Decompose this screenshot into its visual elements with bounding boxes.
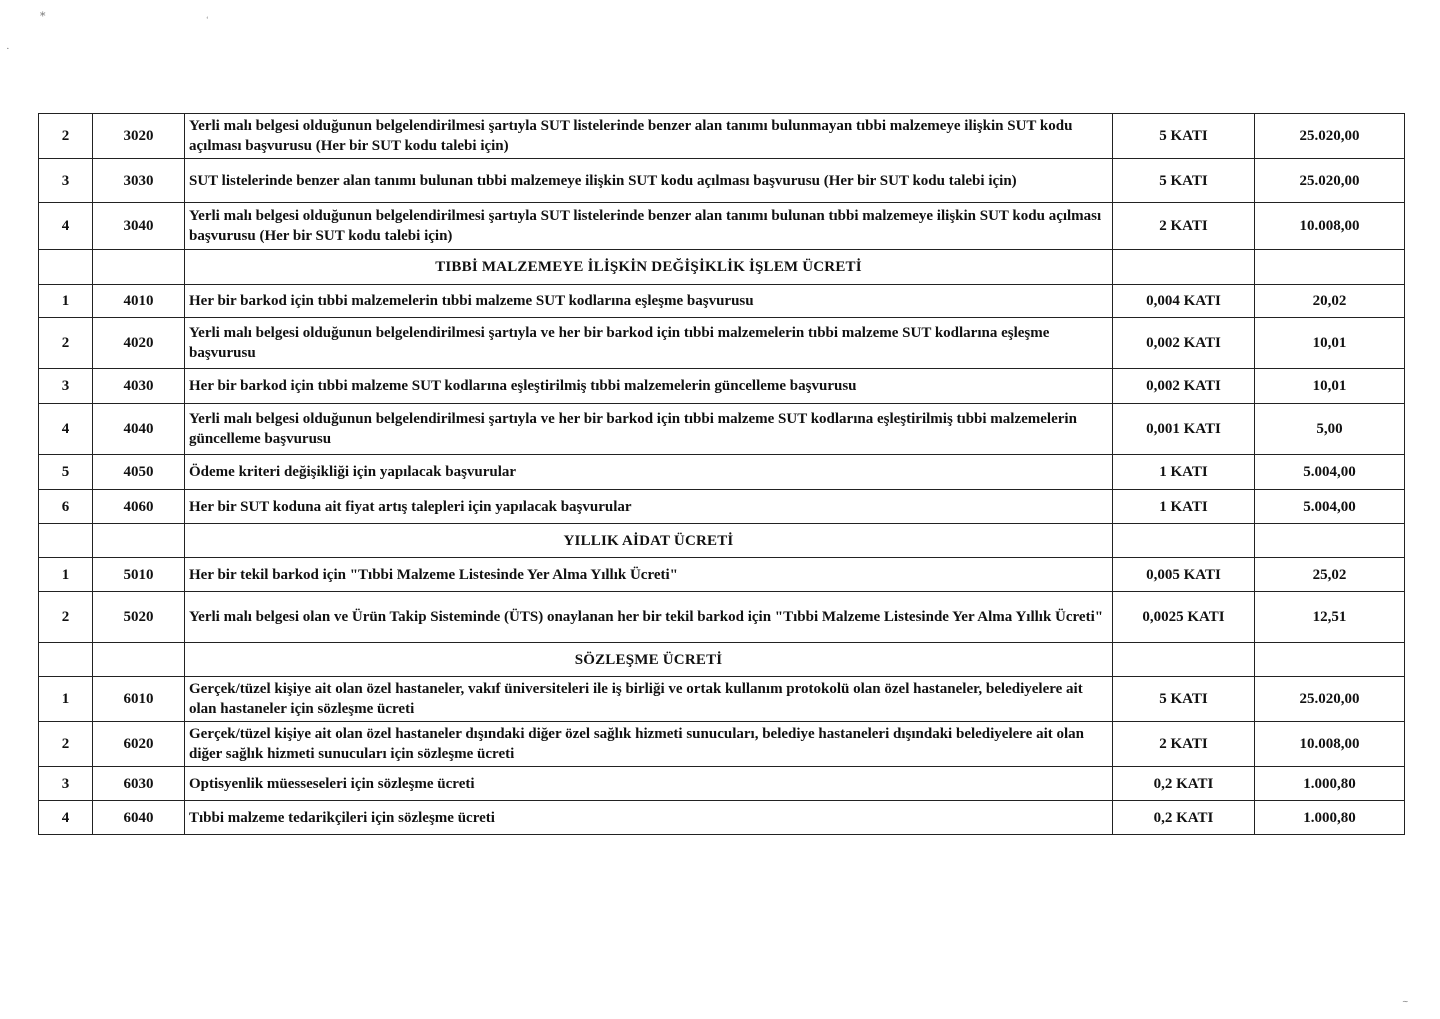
row-number xyxy=(39,643,93,677)
row-number: 4 xyxy=(39,203,93,250)
fee-multiplier xyxy=(1113,250,1255,285)
row-number: 2 xyxy=(39,592,93,643)
table-row xyxy=(39,285,1405,318)
fee-code: 6030 xyxy=(93,767,185,801)
fee-description: SUT listelerinde benzer alan tanımı bulunan tıbbi malzemeye ilişkin SUT kodu açılması başvurusu (Her bir SUT kodu talebi için) xyxy=(185,159,1113,203)
fee-code: 6020 xyxy=(93,722,185,767)
table-row xyxy=(39,455,1405,490)
fee-multiplier: 0,0025 KATI xyxy=(1113,592,1255,643)
table-row xyxy=(39,404,1405,455)
fee-amount: 5.004,00 xyxy=(1255,490,1405,524)
fee-multiplier: 1 KATI xyxy=(1113,455,1255,490)
row-number: 5 xyxy=(39,455,93,490)
table-row xyxy=(39,677,1405,722)
fee-table-body xyxy=(39,114,1405,835)
fee-amount: 25.020,00 xyxy=(1255,677,1405,722)
fee-amount: 25.020,00 xyxy=(1255,114,1405,159)
table-row xyxy=(39,159,1405,203)
fee-description: Tıbbi malzeme tedarikçileri için sözleşme ücreti xyxy=(185,801,1113,835)
scan-speck: ⁎ xyxy=(40,7,46,19)
scan-speck: ∼ xyxy=(1402,997,1409,1006)
fee-description: Gerçek/tüzel kişiye ait olan özel hastaneler dışındaki diğer özel sağlık hizmeti sunucuları, belediye hastaneleri dışındaki belediyelere ait olan diğer sağlık hizmeti sunucuları için sözleşme ücreti xyxy=(185,722,1113,767)
fee-description: Gerçek/tüzel kişiye ait olan özel hastaneler, vakıf üniversiteleri ile iş birliği ve ortak kullanım protokolü olan özel hastaneler, belediyelere ait olan hastaneler için sözleşme ücreti xyxy=(185,677,1113,722)
fee-code: 4020 xyxy=(93,318,185,369)
fee-multiplier: 0,002 KATI xyxy=(1113,318,1255,369)
fee-multiplier: 2 KATI xyxy=(1113,203,1255,250)
fee-description: Yerli malı belgesi olduğunun belgelendirilmesi şartıyla ve her bir barkod için tıbbi malzemelerin tıbbi malzeme SUT kodlarına eşleşme başvurusu xyxy=(185,318,1113,369)
fee-code: 4030 xyxy=(93,369,185,404)
fee-code xyxy=(93,524,185,558)
section-title: SÖZLEŞME ÜCRETİ xyxy=(185,643,1113,677)
row-number: 3 xyxy=(39,767,93,801)
table-row xyxy=(39,114,1405,159)
row-number: 1 xyxy=(39,558,93,592)
fee-description: Optisyenlik müesseseleri için sözleşme ücreti xyxy=(185,767,1113,801)
row-number: 2 xyxy=(39,114,93,159)
fee-code: 4060 xyxy=(93,490,185,524)
fee-table xyxy=(38,113,1405,835)
fee-code: 6040 xyxy=(93,801,185,835)
fee-multiplier xyxy=(1113,524,1255,558)
fee-multiplier: 0,2 KATI xyxy=(1113,767,1255,801)
row-number: 4 xyxy=(39,801,93,835)
row-number: 4 xyxy=(39,404,93,455)
fee-amount: 10.008,00 xyxy=(1255,722,1405,767)
fee-amount: 10,01 xyxy=(1255,318,1405,369)
fee-multiplier: 0,002 KATI xyxy=(1113,369,1255,404)
fee-code: 3040 xyxy=(93,203,185,250)
table-row xyxy=(39,490,1405,524)
fee-code: 4040 xyxy=(93,404,185,455)
fee-multiplier: 5 KATI xyxy=(1113,677,1255,722)
fee-code xyxy=(93,250,185,285)
fee-amount: 5,00 xyxy=(1255,404,1405,455)
fee-amount: 1.000,80 xyxy=(1255,801,1405,835)
fee-amount xyxy=(1255,524,1405,558)
table-row xyxy=(39,203,1405,250)
fee-amount: 10,01 xyxy=(1255,369,1405,404)
row-number: 2 xyxy=(39,722,93,767)
fee-multiplier: 5 KATI xyxy=(1113,159,1255,203)
row-number: 3 xyxy=(39,159,93,203)
section-row xyxy=(39,643,1405,677)
fee-description: Yerli malı belgesi olan ve Ürün Takip Sisteminde (ÜTS) onaylanan her bir tekil barkod için "Tıbbi Malzeme Listesinde Yer Alma Yıllık Ücreti" xyxy=(185,592,1113,643)
row-number: 1 xyxy=(39,677,93,722)
fee-description: Ödeme kriteri değişikliği için yapılacak başvurular xyxy=(185,455,1113,490)
table-row xyxy=(39,369,1405,404)
fee-code: 4050 xyxy=(93,455,185,490)
fee-description: Her bir barkod için tıbbi malzemelerin tıbbi malzeme SUT kodlarına eşleşme başvurusu xyxy=(185,285,1113,318)
fee-amount: 25,02 xyxy=(1255,558,1405,592)
fee-multiplier xyxy=(1113,643,1255,677)
table-row xyxy=(39,767,1405,801)
scan-speck: · xyxy=(6,43,10,55)
fee-description: Her bir barkod için tıbbi malzeme SUT kodlarına eşleştirilmiş tıbbi malzemelerin güncelleme başvurusu xyxy=(185,369,1113,404)
fee-code: 6010 xyxy=(93,677,185,722)
row-number xyxy=(39,524,93,558)
row-number: 1 xyxy=(39,285,93,318)
fee-multiplier: 0,004 KATI xyxy=(1113,285,1255,318)
fee-description: Yerli malı belgesi olduğunun belgelendirilmesi şartıyla ve her bir barkod için tıbbi malzeme SUT kodlarına eşleştirilmiş tıbbi malzemelerin güncelleme başvurusu xyxy=(185,404,1113,455)
fee-multiplier: 0,001 KATI xyxy=(1113,404,1255,455)
section-title: TIBBİ MALZEMEYE İLİŞKİN DEĞİŞİKLİK İŞLEM ÜCRETİ xyxy=(185,250,1113,285)
table-row xyxy=(39,592,1405,643)
fee-multiplier: 2 KATI xyxy=(1113,722,1255,767)
row-number xyxy=(39,250,93,285)
table-row xyxy=(39,722,1405,767)
row-number: 2 xyxy=(39,318,93,369)
fee-description: Yerli malı belgesi olduğunun belgelendirilmesi şartıyla SUT listelerinde benzer alan tanımı bulunan tıbbi malzemeye ilişkin SUT kodu açılması başvurusu (Her bir SUT kodu talebi için) xyxy=(185,203,1113,250)
fee-code: 5020 xyxy=(93,592,185,643)
fee-code: 5010 xyxy=(93,558,185,592)
fee-code: 3020 xyxy=(93,114,185,159)
section-row xyxy=(39,250,1405,285)
table-row xyxy=(39,801,1405,835)
scan-speck: ‘ xyxy=(206,15,209,24)
fee-multiplier: 0,2 KATI xyxy=(1113,801,1255,835)
table-row xyxy=(39,558,1405,592)
fee-amount: 25.020,00 xyxy=(1255,159,1405,203)
fee-amount xyxy=(1255,250,1405,285)
fee-amount: 5.004,00 xyxy=(1255,455,1405,490)
fee-description: Her bir tekil barkod için "Tıbbi Malzeme Listesinde Yer Alma Yıllık Ücreti" xyxy=(185,558,1113,592)
row-number: 3 xyxy=(39,369,93,404)
fee-description: Her bir SUT koduna ait fiyat artış talepleri için yapılacak başvurular xyxy=(185,490,1113,524)
fee-amount: 12,51 xyxy=(1255,592,1405,643)
section-title: YILLIK AİDAT ÜCRETİ xyxy=(185,524,1113,558)
section-row xyxy=(39,524,1405,558)
fee-multiplier: 1 KATI xyxy=(1113,490,1255,524)
fee-code: 3030 xyxy=(93,159,185,203)
fee-multiplier: 5 KATI xyxy=(1113,114,1255,159)
fee-code: 4010 xyxy=(93,285,185,318)
table-row xyxy=(39,318,1405,369)
row-number: 6 xyxy=(39,490,93,524)
fee-amount xyxy=(1255,643,1405,677)
fee-description: Yerli malı belgesi olduğunun belgelendirilmesi şartıyla SUT listelerinde benzer alan tanımı bulunmayan tıbbi malzemeye ilişkin SUT kodu açılması başvurusu (Her bir SUT kodu talebi için) xyxy=(185,114,1113,159)
fee-amount: 20,02 xyxy=(1255,285,1405,318)
fee-code xyxy=(93,643,185,677)
fee-multiplier: 0,005 KATI xyxy=(1113,558,1255,592)
fee-amount: 1.000,80 xyxy=(1255,767,1405,801)
fee-amount: 10.008,00 xyxy=(1255,203,1405,250)
